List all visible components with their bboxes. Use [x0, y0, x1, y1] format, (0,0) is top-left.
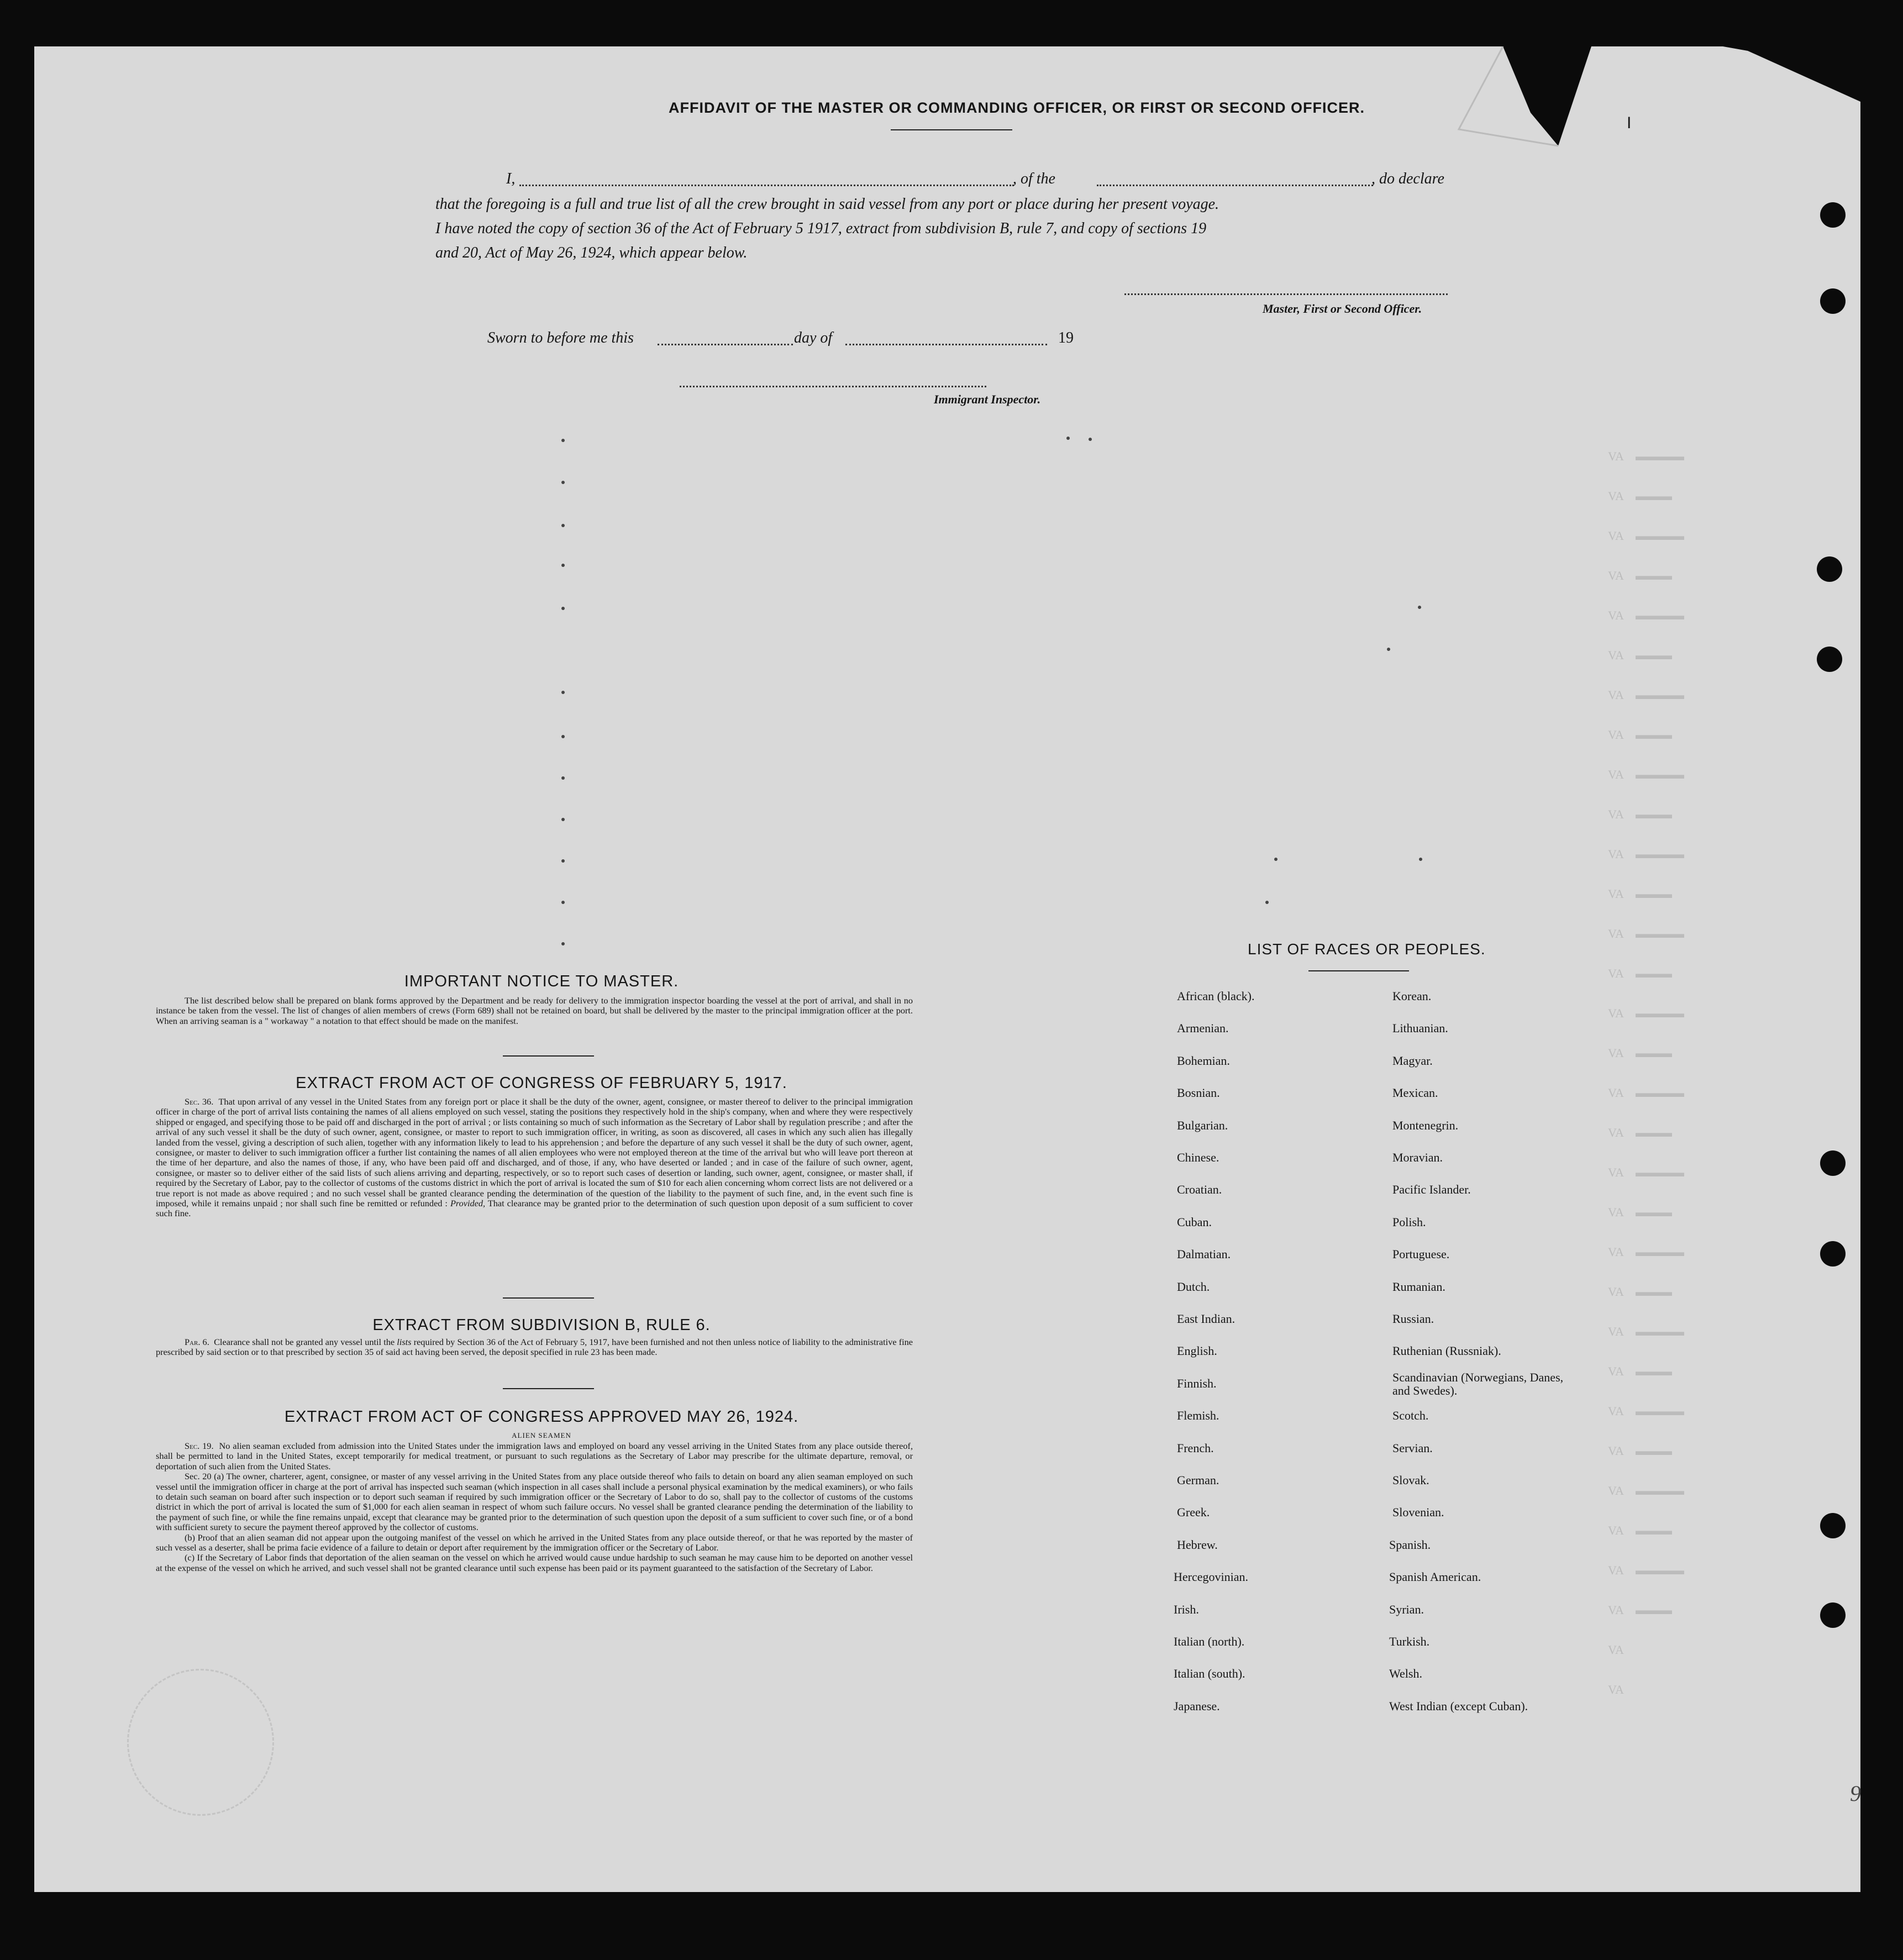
- sec20c-body: (c) If the Secretary of Labor finds that deportation of the alien seaman on the vessel on which he arrived would cause undue hardship to such seaman he may cause him to be deported on another vessel at the expense of the vessel on which he arrived, and such vessel shall not be granted clearance until such expense has been paid or its payment guaranteed to the satisfaction of the Secretary of Labor.: [156, 1552, 913, 1573]
- document-page: [34, 46, 1860, 1892]
- race-item: Hercegovinian.: [1174, 1570, 1248, 1584]
- race-item: Dalmatian.: [1177, 1247, 1231, 1261]
- race-item: English.: [1177, 1344, 1217, 1358]
- signature-caption: Master, First or Second Officer.: [1263, 302, 1422, 316]
- race-item: Bosnian.: [1177, 1086, 1220, 1100]
- par6-label: Par. 6.: [185, 1337, 209, 1347]
- race-item: Spanish American.: [1389, 1570, 1481, 1584]
- speck: [561, 524, 565, 527]
- name-blank: [519, 185, 1014, 186]
- race-item: Rumanian.: [1392, 1280, 1445, 1294]
- race-item: African (black).: [1177, 989, 1255, 1003]
- race-item: Cuban.: [1177, 1215, 1212, 1229]
- extract-1917-text: [156, 1097, 913, 1219]
- title-rule: [891, 129, 1012, 130]
- race-item: Polish.: [1392, 1215, 1426, 1229]
- bleedthrough-column: ▬▬▬▬ ▬▬▬ ▬▬▬▬ ▬▬▬ ▬▬▬▬ ▬▬▬ ▬▬▬▬ ▬▬▬ ▬▬▬▬ ▬▬▬ ▬▬▬▬ ▬▬▬ ▬▬▬▬ ▬▬▬ ▬▬▬▬ ▬▬▬ ▬▬▬▬ ▬▬▬ ▬▬▬▬ ▬▬▬ ▬▬▬▬ ▬▬▬ ▬▬▬▬ ▬▬▬ ▬▬▬▬ ▬▬▬ ▬▬▬▬ ▬▬▬ ▬▬▬▬ ▬▬▬: [1636, 449, 1684, 1617]
- affidavit-do-declare: , do declare: [1371, 170, 1444, 187]
- sworn-year: 19: [1058, 329, 1074, 346]
- race-item: Ruthenian (Russniak).: [1392, 1344, 1501, 1358]
- speck: [561, 818, 565, 821]
- race-item: Magyar.: [1392, 1054, 1433, 1068]
- sec36-label: Sec. 36.: [185, 1096, 214, 1107]
- notice-paragraph: The list described below shall be prepared on blank forms approved by the Department and be ready for delivery to the immigration inspector boarding the vessel at the port of arrival, and shall in no instance be taken from the vessel. The list of changes of alien members of crews (Form 689) shall not be retained on board, but shall be delivered by the master to the principal immigration officer at the port. When an arriving seaman is a " workaway " a notation to that effect should be made on the manifest.: [156, 995, 913, 1026]
- sec20b-body: (b) Proof that an alien seaman did not appear upon the outgoing manifest of the vessel on which he arrived in the United States from any place outside thereof, or that he was reported by the master of such vessel as a deserter, shall be prima facie evidence of a failure to detain or deport after requirement by the immigration officer or the Secretary of Labor.: [156, 1532, 913, 1553]
- speck: [561, 439, 565, 442]
- race-item: Pacific Islander.: [1392, 1183, 1471, 1196]
- speck: [561, 776, 565, 780]
- affidavit-statement-3: and 20, Act of May 26, 1924, which appear below.: [435, 244, 748, 261]
- margin-mark: I: [1627, 114, 1632, 132]
- speck: [1419, 858, 1422, 861]
- speck: [1418, 606, 1421, 609]
- race-item: Chinese.: [1177, 1150, 1219, 1164]
- race-item: Mexican.: [1392, 1086, 1438, 1100]
- speck: [561, 481, 565, 484]
- sworn-prefix: Sworn to before me this: [487, 329, 634, 346]
- speck: [561, 564, 565, 567]
- affidavit-title: AFFIDAVIT OF THE MASTER OR COMMANDING OFFICER, OR FIRST OR SECOND OFFICER.: [669, 99, 1365, 116]
- section-rule: [503, 1297, 594, 1299]
- race-item: Welsh.: [1389, 1667, 1422, 1680]
- bleedthrough-column: VA VA VA VA VA VA VA VA VA VA VA VA VA VA VA VA VA VA VA VA VA VA VA VA VA VA VA VA VA VA VA VA: [1608, 449, 1624, 1696]
- race-item: French.: [1177, 1441, 1214, 1455]
- lists-word: lists: [397, 1337, 412, 1347]
- extract-1917-title: EXTRACT FROM ACT OF CONGRESS OF FEBRUARY 5, 1917.: [296, 1074, 787, 1092]
- race-item: East Indian.: [1177, 1312, 1236, 1326]
- speck: [561, 901, 565, 904]
- speck: [1387, 648, 1390, 651]
- vessel-blank: [1097, 185, 1373, 186]
- speck: [561, 691, 565, 694]
- extract-1924-title: EXTRACT FROM ACT OF CONGRESS APPROVED MAY 26, 1924.: [284, 1408, 799, 1426]
- speck: [561, 735, 565, 738]
- race-item: Slovenian.: [1392, 1505, 1444, 1519]
- sworn-day-label: day of: [794, 329, 833, 346]
- section-rule: [503, 1055, 594, 1057]
- proviso-text: That clearance may be granted prior to the determination of such question upon deposit of a sum sufficient to cover such fine.: [156, 1198, 913, 1219]
- sworn-month-blank: [845, 344, 1047, 345]
- race-item: West Indian (except Cuban).: [1389, 1699, 1528, 1713]
- race-item: Bohemian.: [1177, 1054, 1230, 1068]
- race-item: Syrian.: [1389, 1602, 1424, 1616]
- race-item: Russian.: [1392, 1312, 1434, 1326]
- race-item: Italian (south).: [1174, 1667, 1245, 1680]
- sec36-body: That upon arrival of any vessel in the United States from any foreign port or place it shall be the duty of the owner, agent, consignee, or master thereof to deliver to the principal immigration officer in charge of the port of arrival lists containing the names of all aliens employed on such vessel, stating the positions they respectively hold in the ship's company, when and where they were respectively shipped or engaged, and specifying those to be paid off and discharged in the port of arrival ; or lists containing so much of such information as the Secretary of Labor shall by regulation prescribe ; and after the arrival of any such vessel it shall be the duty of such owner, agent, consignee, or master to report to such immigration officer, in writing, as soon as discovered, all cases in which any such alien has illegally landed from the vessel, giving a description of such alien, together with any information likely to lead to his apprehension ; and before the departure of any such vessel it shall be the duty of such owner, agent, consignee, or master to deliver to such immigration officer a further list containing the names of all alien employees who were not employed thereon at the time of the arrival but who will leave port thereon at the time of her departure, and also the names of those, if any, who have been paid off and discharged, and of those, if any, who have deserted or landed ; and in case of the failure of such owner, agent, consignee, or master so to deliver either of the said lists of such aliens arriving and departing, respectively, or so to report such cases of desertion or landing, such owner, agent, consignee, or master shall, if required by the Secretary of Labor, pay to the collector of customs of the customs district in which the port of arrival is located the sum of $10 for each alien concerning whom correct lists are not delivered or a true report is not made as above required ; and no such vessel shall be granted clearance pending the determination of the question of the liability to the payment of such fine, and, in the event such fine is imposed, while it remains unpaid ; nor shall such fine be remitted or refunded :: [156, 1096, 913, 1209]
- race-item: Lithuanian.: [1392, 1021, 1448, 1035]
- punch-hole: [1820, 1513, 1846, 1538]
- punch-hole: [1820, 1241, 1846, 1267]
- race-item: Croatian.: [1177, 1183, 1222, 1196]
- notice-text: [156, 996, 913, 1026]
- affidavit-statement-2: I have noted the copy of section 36 of the Act of February 5 1917, extract from subdivision B, rule 7, and copy of sections 19: [435, 220, 1207, 237]
- proviso-word: Provided,: [450, 1198, 486, 1209]
- race-item: Hebrew.: [1177, 1538, 1218, 1552]
- races-title: LIST OF RACES OR PEOPLES.: [1248, 940, 1486, 958]
- sworn-day-blank: [658, 344, 793, 345]
- race-item: Turkish.: [1389, 1635, 1430, 1648]
- speck: [561, 942, 565, 945]
- race-item: Japanese.: [1174, 1699, 1220, 1713]
- signature-line: [1124, 293, 1448, 295]
- race-item: Servian.: [1392, 1441, 1433, 1455]
- alien-seamen-subtitle: ALIEN SEAMEN: [512, 1431, 571, 1439]
- punch-hole: [1817, 647, 1842, 672]
- races-title-rule: [1308, 970, 1409, 971]
- race-item: Armenian.: [1177, 1021, 1229, 1035]
- faded-stamp: [127, 1669, 274, 1816]
- rule6-title: EXTRACT FROM SUBDIVISION B, RULE 6.: [372, 1316, 711, 1334]
- race-item: Slovak.: [1392, 1473, 1429, 1487]
- punch-hole: [1820, 1150, 1846, 1176]
- inspector-caption: Immigrant Inspector.: [934, 392, 1041, 406]
- race-item: Spanish.: [1389, 1538, 1431, 1552]
- par6-body-a: Clearance shall not be granted any vessel until the: [214, 1337, 395, 1347]
- affidavit-of-the: , of the: [1013, 170, 1055, 187]
- affidavit-i: I,: [506, 170, 516, 187]
- race-item: Dutch.: [1177, 1280, 1210, 1294]
- extract-1924-text: [156, 1441, 913, 1573]
- race-item: Italian (north).: [1174, 1635, 1245, 1648]
- race-item: Moravian.: [1392, 1150, 1443, 1164]
- race-item: Greek.: [1177, 1505, 1210, 1519]
- speck: [1089, 438, 1092, 441]
- punch-hole: [1820, 1602, 1846, 1628]
- race-item: Montenegrin.: [1392, 1118, 1459, 1132]
- speck: [1066, 437, 1070, 440]
- sec19-body: No alien seaman excluded from admission into the United States under the immigration laws and employed on board any vessel arriving in the United States from any place outside thereof, shall be permitted to land in the United States, except temporarily for medical treatment, or pursuant to such regulations as the Secretary of Labor may prescribe for the ultimate departure, removal, or deportation of such alien from the United States.: [156, 1441, 913, 1472]
- punch-hole: [1820, 288, 1846, 314]
- speck: [561, 607, 565, 610]
- section-rule: [503, 1388, 594, 1389]
- race-item: Scotch.: [1392, 1409, 1429, 1422]
- punch-hole: [1817, 556, 1842, 582]
- notice-title: IMPORTANT NOTICE TO MASTER.: [404, 973, 679, 990]
- speck: [1274, 858, 1278, 861]
- race-item: German.: [1177, 1473, 1219, 1487]
- race-item: Portuguese.: [1392, 1247, 1450, 1261]
- race-item: Irish.: [1174, 1602, 1199, 1616]
- corner-mark: 9: [1850, 1781, 1861, 1806]
- race-item: Bulgarian.: [1177, 1118, 1228, 1132]
- par6-body-b: required by Section 36 of the Act of February 5, 1917, have been furnished and not then unless notice of liability to the administrative fine prescribed by said section or to that prescribed by section 35 of said act having been served, the deposit specified in rule 23 has been made.: [156, 1337, 913, 1358]
- rule6-text: [156, 1337, 913, 1358]
- race-item: Scandinavian (Norwegians, Danes, and Swedes).: [1392, 1370, 1564, 1397]
- punch-hole: [1820, 202, 1846, 228]
- race-item: Finnish.: [1177, 1376, 1217, 1390]
- sec19-label: Sec. 19.: [185, 1441, 214, 1451]
- race-item: Flemish.: [1177, 1409, 1219, 1422]
- inspector-line: [680, 386, 986, 387]
- speck: [1265, 901, 1269, 904]
- affidavit-statement-1: that the foregoing is a full and true list of all the crew brought in said vessel from any port or place during her present voyage.: [435, 196, 1219, 213]
- sec20a-body: Sec. 20 (a) The owner, charterer, agent, consignee, or master of any vessel arriving in the United States from any place outside thereof who fails to detain on board any alien seaman employed on such vessel until the immigration officer in charge at the port of arrival has inspected such seaman (which inspection in all cases shall include a personal physical examination by the medical examiners), or who fails to detain such seaman on board after such inspection or to deport such seaman if required by such immigration officer or the Secretary of Labor to do so, shall pay to the collector of customs of the customs district in which the port of arrival is located the sum of $1,000 for each alien seaman in respect of whom such failure occurs. No vessel shall be granted clearance pending the determination of the liability to the payment of such fine, or while the fine remains unpaid, except that clearance may be granted prior to the determination of such question upon the deposit of a sum sufficient to cover such fine, or of a bond with sufficient surety to secure the payment thereof approved by the collector of customs.: [156, 1471, 913, 1533]
- race-item: Korean.: [1392, 989, 1432, 1003]
- speck: [561, 859, 565, 863]
